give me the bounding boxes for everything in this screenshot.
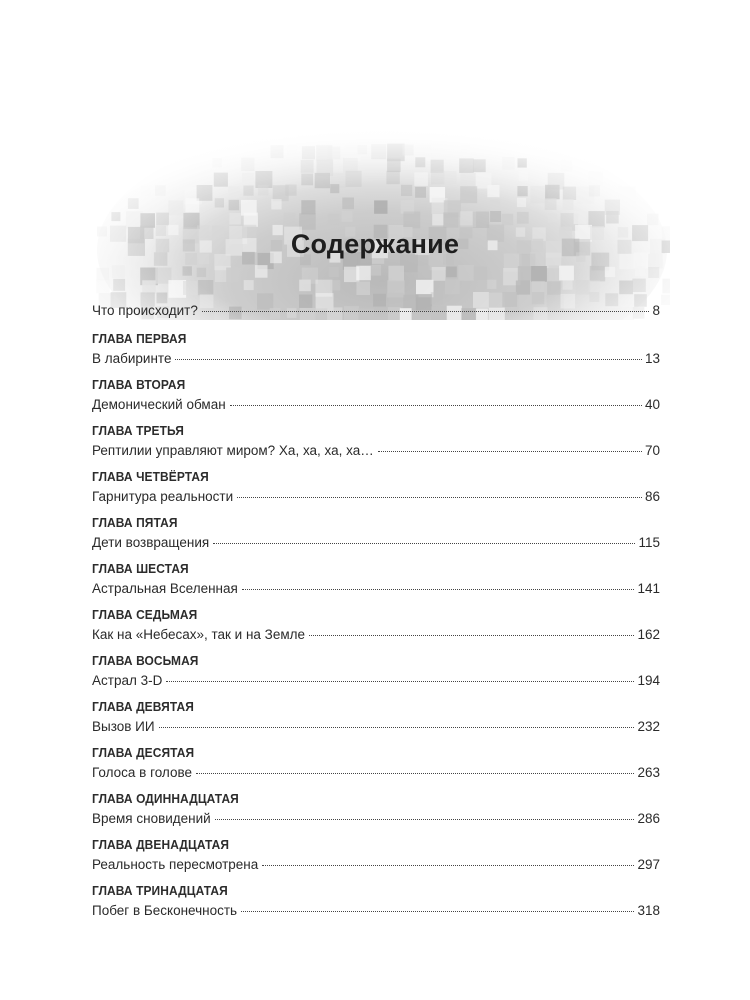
toc-entry-intro[interactable] bbox=[92, 303, 660, 325]
toc-entry-page-number: 70 bbox=[644, 443, 660, 458]
toc-chapter-2[interactable] bbox=[92, 371, 660, 417]
dot-leader bbox=[378, 451, 642, 452]
toc-chapter-5[interactable] bbox=[92, 509, 660, 555]
toc-entry-title: Время сновидений bbox=[92, 811, 211, 826]
toc-entry-title: В лабиринте bbox=[92, 351, 172, 366]
toc-entry-page-number: 194 bbox=[637, 673, 660, 688]
toc-chapter-12[interactable] bbox=[92, 831, 660, 877]
toc-entry-title: Дети возвращения bbox=[92, 535, 210, 550]
toc-entry-page-number: 141 bbox=[637, 581, 660, 596]
dot-leader bbox=[159, 727, 635, 728]
chapter-heading: ГЛАВА ДЕСЯТАЯ bbox=[92, 745, 195, 760]
toc-chapter-4[interactable] bbox=[92, 463, 660, 509]
chapter-heading: ГЛАВА ВОСЬМАЯ bbox=[92, 653, 199, 668]
chapter-heading: ГЛАВА СЕДЬМАЯ bbox=[92, 607, 198, 622]
chapter-heading: ГЛАВА ЧЕТВЁРТАЯ bbox=[92, 469, 209, 484]
toc-entry-page-number: 8 bbox=[652, 303, 660, 318]
toc-entry-page-number: 40 bbox=[644, 397, 660, 412]
chapter-heading: ГЛАВА ПЕРВАЯ bbox=[92, 331, 187, 346]
toc-entry bbox=[92, 397, 660, 417]
toc-entry bbox=[92, 443, 660, 463]
dot-leader bbox=[262, 865, 634, 866]
chapter-heading: ГЛАВА ВТОРАЯ bbox=[92, 377, 186, 392]
toc-chapter-3[interactable] bbox=[92, 417, 660, 463]
dot-leader bbox=[196, 773, 634, 774]
dot-leader bbox=[202, 311, 650, 312]
toc-entry-page-number: 13 bbox=[644, 351, 660, 366]
toc-entry-page-number: 297 bbox=[637, 857, 660, 872]
toc-chapter-1[interactable] bbox=[92, 325, 660, 371]
dot-leader bbox=[309, 635, 634, 636]
toc-chapter-10[interactable] bbox=[92, 739, 660, 785]
toc-entry-title: Астральная Вселенная bbox=[92, 581, 238, 596]
toc-entry-title: Демонический обман bbox=[92, 397, 226, 412]
toc-chapter-8[interactable] bbox=[92, 647, 660, 693]
toc-entry-page-number: 232 bbox=[637, 719, 660, 734]
chapter-heading: ГЛАВА ТРИНАДЦАТАЯ bbox=[92, 883, 228, 898]
toc-entry bbox=[92, 811, 660, 831]
toc-entry-page-number: 86 bbox=[644, 489, 660, 504]
chapter-heading: ГЛАВА ОДИННАДЦАТАЯ bbox=[92, 791, 239, 806]
toc-chapter-7[interactable] bbox=[92, 601, 660, 647]
header-mosaic-graphic bbox=[95, 110, 670, 320]
toc-entry-title: Реальность пересмотрена bbox=[92, 857, 259, 872]
toc-entry bbox=[92, 535, 660, 555]
table-of-contents bbox=[92, 303, 660, 923]
dot-leader bbox=[213, 543, 635, 544]
dot-leader bbox=[241, 911, 634, 912]
toc-chapter-11[interactable] bbox=[92, 785, 660, 831]
toc-entry-title: Побег в Бесконечность bbox=[92, 903, 238, 918]
dot-leader bbox=[242, 589, 635, 590]
toc-entry-page-number: 162 bbox=[637, 627, 660, 642]
toc-entry-page-number: 318 bbox=[637, 903, 660, 918]
toc-entry-title: Гарнитура реальности bbox=[92, 489, 234, 504]
dot-leader bbox=[237, 497, 642, 498]
page-title: Содержание bbox=[290, 229, 460, 259]
dot-leader bbox=[175, 359, 642, 360]
toc-entry bbox=[92, 903, 660, 923]
toc-entry-page-number: 286 bbox=[637, 811, 660, 826]
toc-entry-title: Что происходит? bbox=[92, 303, 198, 318]
dot-leader bbox=[166, 681, 634, 682]
toc-entry bbox=[92, 857, 660, 877]
toc-entry-title: Как на «Небесах», так и на Земле bbox=[92, 627, 305, 642]
toc-chapter-13[interactable] bbox=[92, 877, 660, 923]
chapter-heading: ГЛАВА ПЯТАЯ bbox=[92, 515, 178, 530]
toc-entry-title: Рептилии управляют миром? Ха, ха, ха, ха… bbox=[92, 443, 374, 458]
toc-chapter-6[interactable] bbox=[92, 555, 660, 601]
chapter-heading: ГЛАВА ДЕВЯТАЯ bbox=[92, 699, 194, 714]
toc-chapter-9[interactable] bbox=[92, 693, 660, 739]
chapter-heading: ГЛАВА ШЕСТАЯ bbox=[92, 561, 189, 576]
toc-entry-title: Вызов ИИ bbox=[92, 719, 155, 734]
toc-entry bbox=[92, 489, 660, 509]
toc-entry bbox=[92, 765, 660, 785]
toc-entry-title: Астрал 3-D bbox=[92, 673, 163, 688]
dot-leader bbox=[230, 405, 642, 406]
toc-entry bbox=[92, 581, 660, 601]
toc-entry bbox=[92, 351, 660, 371]
chapter-heading: ГЛАВА ДВЕНАДЦАТАЯ bbox=[92, 837, 230, 852]
toc-entry bbox=[92, 719, 660, 739]
toc-entry bbox=[92, 673, 660, 693]
toc-entry bbox=[92, 627, 660, 647]
toc-entry-title: Голоса в голове bbox=[92, 765, 192, 780]
dot-leader bbox=[215, 819, 635, 820]
chapter-heading: ГЛАВА ТРЕТЬЯ bbox=[92, 423, 184, 438]
toc-entry-page-number: 263 bbox=[637, 765, 660, 780]
toc-entry-page-number: 115 bbox=[638, 535, 660, 550]
